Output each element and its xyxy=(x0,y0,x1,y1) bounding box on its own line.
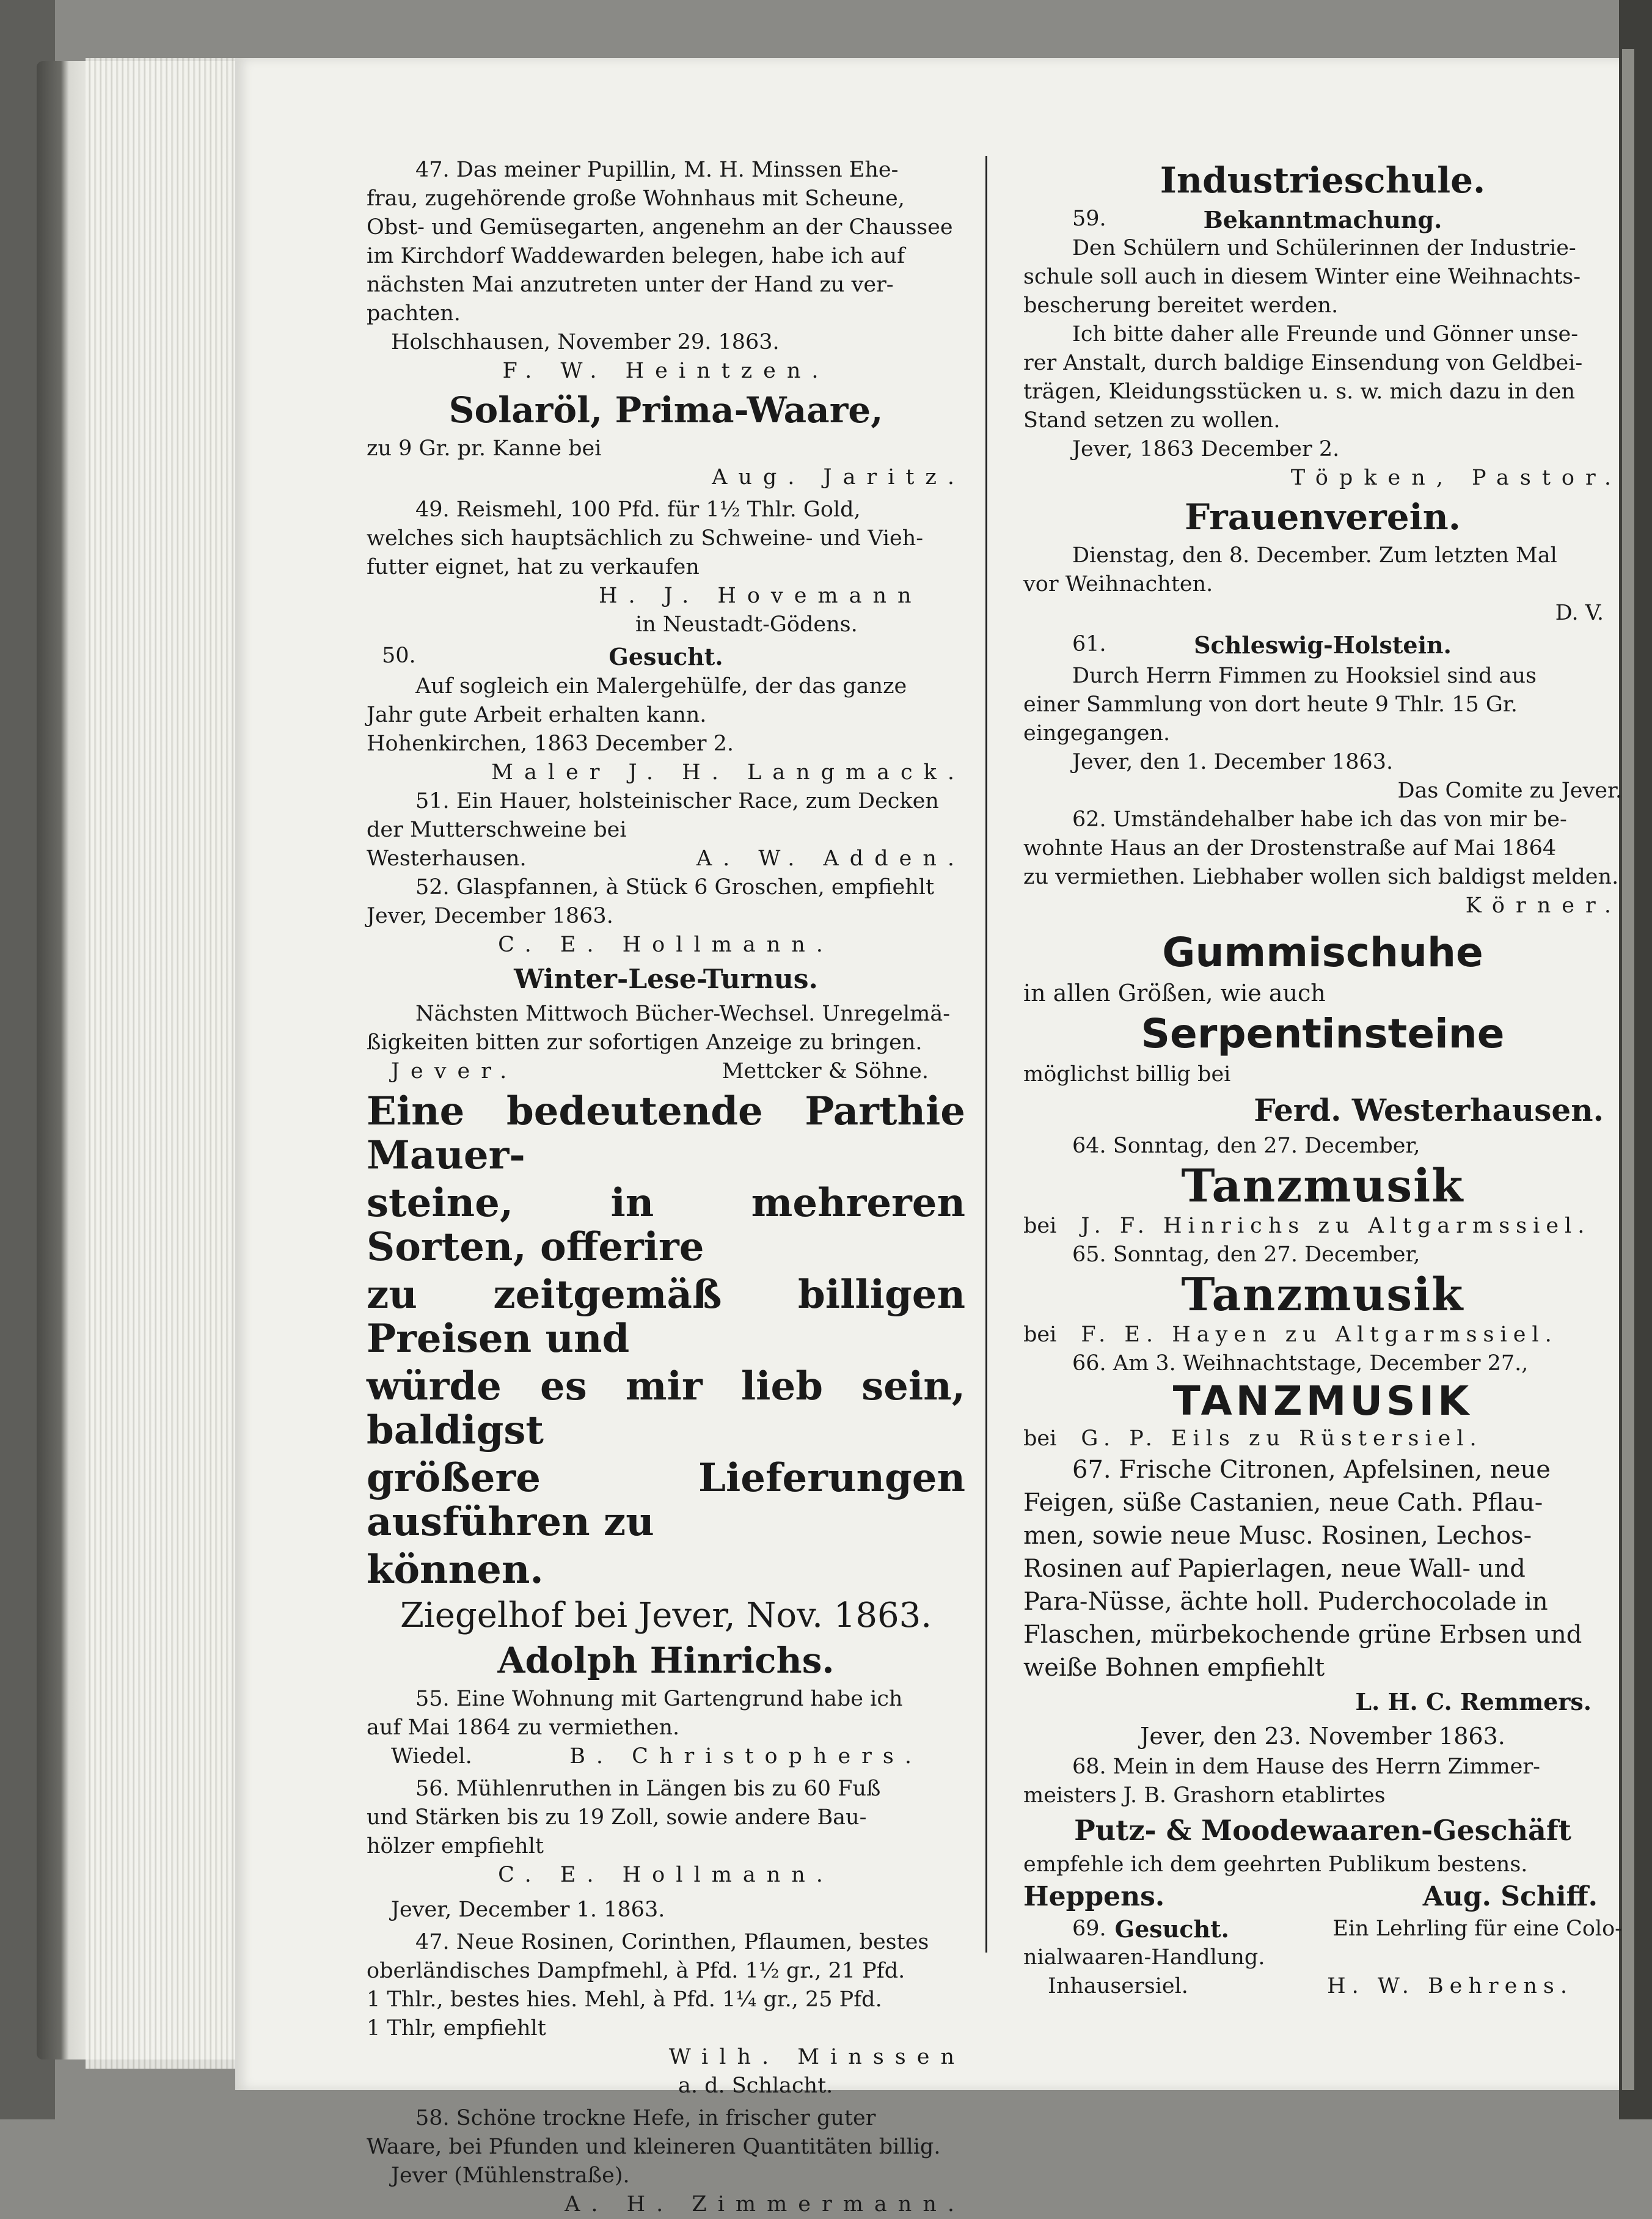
ad-mauersteine xyxy=(367,1090,965,1682)
ad-subheadline: Bekanntmachung. xyxy=(1203,206,1442,233)
ad-signer: G. P. Eils zu Rüstersiel. xyxy=(1081,1426,1483,1451)
ad-62-haus xyxy=(1023,805,1622,920)
ad-text-line: rer Anstalt, durch baldige Einsendung von Geldbei- xyxy=(1023,351,1583,375)
ad-place-date: Holschhausen, November 29. 1863. xyxy=(391,330,780,354)
ad-text-line: trägen, Kleidungsstücken u. s. w. mich dazu in den xyxy=(1023,380,1576,404)
ad-text-line: hölzer empfiehlt xyxy=(367,1834,544,1858)
ad-text-line: nialwaaren-Handlung. xyxy=(1023,1945,1265,1970)
ad-signer: B. Christophers. xyxy=(569,1744,923,1769)
ad-text-line: 56. Mühlenruthen in Längen bis zu 60 Fuß xyxy=(415,1777,881,1801)
ad-55-wohnung xyxy=(367,1685,965,1771)
ad-text-line: Para-Nüsse, ächte holl. Puderchocolade in xyxy=(1023,1588,1548,1616)
ad-text-line: meisters J. B. Grashorn etablirtes xyxy=(1023,1783,1386,1808)
ad-text-line: Rosinen auf Papierlagen, neue Wall- und xyxy=(1023,1555,1526,1583)
ad-52-glaspfannen xyxy=(367,873,965,959)
ad-headline: TANZMUSIK xyxy=(1172,1377,1473,1425)
ad-text-line: empfehle ich dem geehrten Publikum bestens. xyxy=(1023,1852,1528,1877)
ad-text-line: 49. Reismehl, 100 Pfd. für 1½ Thlr. Gold, xyxy=(415,497,861,522)
ad-winter-lese-turnus xyxy=(367,962,965,1086)
ad-headline: Solaröl, Prima-Waare, xyxy=(448,389,883,431)
ad-text-line: vor Weihnachten. xyxy=(1023,572,1213,596)
ad-text-line: Durch Herrn Fimmen zu Hooksiel sind aus xyxy=(1072,664,1537,688)
ad-display-line: steine, in mehreren Sorten, offerire xyxy=(367,1180,965,1270)
ad-text-line: nächsten Mai anzutreten unter der Hand zu ver- xyxy=(367,273,894,297)
ad-signer: A. W. Adden. xyxy=(696,846,965,871)
ad-text-line: Ein Lehrling für eine Colo- xyxy=(1332,1916,1622,1941)
ad-text-line: 62. Umständehalber habe ich das von mir be- xyxy=(1072,807,1567,832)
ad-signer: A. H. Zimmermann. xyxy=(565,2192,965,2217)
ad-display-line: Eine bedeutende Parthie Mauer- xyxy=(367,1088,965,1178)
ad-number: 50. xyxy=(382,644,416,668)
ad-signer: Das Comite zu Jever. xyxy=(1397,779,1622,803)
ad-text-line: im Kirchdorf Waddewarden belegen, habe ich auf xyxy=(367,244,905,268)
ad-text-line: pachten. xyxy=(367,301,461,326)
ad-text-line: bescherung bereitet werden. xyxy=(1023,293,1339,318)
page-edge-shadow xyxy=(1622,49,1634,2090)
ad-text-line: zu 9 Gr. pr. Kanne bei xyxy=(367,436,602,461)
ad-text-line: 55. Eine Wohnung mit Gartengrund habe ich xyxy=(415,1687,903,1711)
ad-headline: Tanzmusik xyxy=(1181,1269,1464,1321)
ad-display-line: größere Lieferungen ausführen zu xyxy=(367,1455,965,1545)
ad-headline: Gesucht. xyxy=(609,643,723,670)
ad-49-reismehl xyxy=(367,496,965,639)
ad-text-line: ßigkeiten bitten zur sofortigen Anzeige zu bringen. xyxy=(367,1030,923,1055)
ad-47-rosinen xyxy=(367,1928,965,2100)
ad-text-line: 58. Schöne trockne Hefe, in frischer guter xyxy=(415,2106,876,2130)
ad-place-date: Jever, den 23. November 1863. xyxy=(1140,1723,1505,1750)
ad-display-line: können. xyxy=(367,1547,544,1593)
ad-text-line: auf Mai 1864 zu vermiethen. xyxy=(367,1715,680,1740)
ad-text-line: frau, zugehörende große Wohnhaus mit Scheune, xyxy=(367,186,905,211)
ad-signer-location: a. d. Schlacht. xyxy=(678,2074,833,2098)
ad-headline: Frauenverein. xyxy=(1185,496,1461,538)
ad-text-line: und Stärken bis zu 19 Zoll, sowie andere Bau- xyxy=(367,1805,867,1830)
ad-place-date: Hohenkirchen, 1863 December 2. xyxy=(367,732,734,756)
ad-signer: D. V. xyxy=(1555,601,1604,625)
ad-text-bei: bei xyxy=(1023,1426,1057,1451)
ad-signer: Mettcker & Söhne. xyxy=(722,1059,929,1084)
ad-58-hefe xyxy=(367,2104,965,2219)
ad-text-line: oberländisches Dampfmehl, à Pfd. 1½ gr., 21 Pfd. xyxy=(367,1959,905,1983)
ad-place-date: Jever, December 1863. xyxy=(367,904,613,928)
ad-headline: Putz- & Moodewaaren-Geschäft xyxy=(1074,1814,1571,1847)
ad-frauenverein xyxy=(1023,495,1622,628)
ad-place-date: Jever, 1863 December 2. xyxy=(1072,437,1340,461)
ad-signer-location: in Neustadt-Gödens. xyxy=(635,612,858,637)
ad-text-line: welches sich hauptsächlich zu Schweine- und Vieh- xyxy=(367,526,924,551)
ad-text-line: weiße Bohnen empfiehlt xyxy=(1023,1654,1325,1682)
ad-56-muehlenruthen xyxy=(367,1775,965,1924)
left-column xyxy=(367,156,965,2219)
ad-headline: Serpentinsteine xyxy=(1141,1010,1505,1057)
ad-text-line: futter eignet, hat zu verkaufen xyxy=(367,555,700,579)
ad-signer: Ferd. Westerhausen. xyxy=(1254,1092,1604,1128)
ad-47-house xyxy=(367,156,965,386)
ad-64-tanzmusik xyxy=(1023,1132,1622,1241)
ad-51-hauer xyxy=(367,787,965,873)
ad-place-date: Jever. xyxy=(391,1059,518,1084)
ad-text-bei: bei xyxy=(1023,1214,1057,1238)
page-edges xyxy=(86,58,244,2069)
ad-text-line: 47. Das meiner Pupillin, M. H. Minssen Ehe- xyxy=(415,158,899,182)
ad-text-line: in allen Größen, wie auch xyxy=(1023,980,1326,1007)
ad-headline: Gummischuhe xyxy=(1162,929,1483,976)
ad-text-line: 1 Thlr., bestes hies. Mehl, à Pfd. 1¼ gr., 25 Pfd. xyxy=(367,1987,882,2012)
ad-text-line: 65. Sonntag, den 27. December, xyxy=(1072,1242,1420,1267)
ad-67-citronen xyxy=(1023,1453,1622,1753)
ad-text-line: einer Sammlung von dort heute 9 Thlr. 15 Gr. xyxy=(1023,692,1518,717)
ad-text-line: möglichst billig bei xyxy=(1023,1062,1231,1087)
ad-headline: Gesucht. xyxy=(1114,1915,1229,1943)
ad-69-lehrling xyxy=(1023,1915,1622,2001)
column-divider xyxy=(985,156,987,1953)
ad-signer: Körner. xyxy=(1465,893,1622,918)
right-column xyxy=(1023,156,1622,2001)
ad-text-line: 67. Frische Citronen, Apfelsinen, neue xyxy=(1072,1456,1551,1484)
ad-place-date: Jever (Mühlenstraße). xyxy=(391,2163,630,2188)
ad-text-line: Feigen, süße Castanien, neue Cath. Pflau- xyxy=(1023,1489,1543,1517)
ad-signer: Aug. Schiff. xyxy=(1422,1881,1598,1912)
ad-headline: Schleswig-Holstein. xyxy=(1194,631,1452,659)
ad-text-line: 66. Am 3. Weihnachtstage, December 27., xyxy=(1072,1351,1529,1376)
ad-gummischuhe xyxy=(1023,929,1622,1129)
ad-number: 61. xyxy=(1072,632,1106,656)
ad-66-tanzmusik xyxy=(1023,1349,1622,1453)
ad-headline: Tanzmusik xyxy=(1181,1160,1464,1212)
ad-text-line: Jahr gute Arbeit erhalten kann. xyxy=(367,703,707,727)
ad-text-line: der Mutterschweine bei xyxy=(367,818,627,842)
ad-text-line: Auf sogleich ein Malergehülfe, der das ganze xyxy=(415,674,907,699)
ad-signer: Töpken, Pastor. xyxy=(1290,466,1622,490)
ad-signer: C. E. Hollmann. xyxy=(498,933,834,957)
ad-number: 69. xyxy=(1072,1916,1106,1941)
ad-text-line: Waare, bei Pfunden und kleineren Quantitäten billig. xyxy=(367,2135,941,2159)
ad-display-line: zu zeitgemäß billigen Preisen und xyxy=(367,1272,965,1362)
ad-68-putz xyxy=(1023,1753,1622,1915)
ad-place-date: Jever, December 1. 1863. xyxy=(391,1898,665,1922)
ad-signer: L. H. C. Remmers. xyxy=(1355,1688,1592,1715)
ad-signer: J. F. Hinrichs zu Altgarmssiel. xyxy=(1081,1214,1591,1238)
ad-place-date: Ziegelhof bei Jever, Nov. 1863. xyxy=(400,1596,932,1635)
ad-text-line: 52. Glaspfannen, à Stück 6 Groschen, empfiehlt xyxy=(415,875,935,900)
ad-display-line: würde es mir lieb sein, baldigst xyxy=(367,1363,965,1453)
ad-place-date: Wiedel. xyxy=(391,1744,472,1769)
ad-place-date: Jever, den 1. December 1863. xyxy=(1072,750,1394,774)
ad-text-line: 47. Neue Rosinen, Corinthen, Pflaumen, bestes xyxy=(415,1930,929,1954)
ad-headline: Industrieschule. xyxy=(1160,160,1486,201)
ad-text-line: Den Schülern und Schülerinnen der Industrie- xyxy=(1072,236,1576,260)
ad-signer: Wilh. Minssen xyxy=(668,2045,965,2069)
ad-text-line: 64. Sonntag, den 27. December, xyxy=(1072,1134,1420,1158)
ad-text-line: Nächsten Mittwoch Bücher-Wechsel. Unregelmä- xyxy=(415,1002,951,1026)
ad-50-gesucht xyxy=(367,642,965,787)
ad-signer: H. J. Hovemann xyxy=(599,584,923,608)
ad-text-line: Obst- und Gemüsegarten, angenehm an der Chaussee xyxy=(367,215,953,240)
ad-text-line: Flaschen, mürbekochende grüne Erbsen und xyxy=(1023,1621,1582,1649)
ad-text-line: schule soll auch in diesem Winter eine Weihnachts- xyxy=(1023,265,1581,289)
ad-solaroel xyxy=(367,388,965,492)
ad-text-line: Stand setzen zu wollen. xyxy=(1023,408,1281,433)
ad-text-line: 68. Mein in dem Hause des Herrn Zimmer- xyxy=(1072,1755,1540,1779)
ad-signer: Adolph Hinrichs. xyxy=(497,1640,835,1681)
ad-place-date: Inhausersiel. xyxy=(1048,1974,1188,1998)
ad-place-date: Westerhausen. xyxy=(367,846,527,871)
ad-text-line: wohnte Haus an der Drostenstraße auf Mai 1864 xyxy=(1023,836,1557,860)
ad-text-line: Dienstag, den 8. December. Zum letzten Mal xyxy=(1072,543,1557,568)
ad-text-bei: bei xyxy=(1023,1322,1057,1347)
ad-signer: Aug. Jaritz. xyxy=(712,465,965,490)
ad-headline: Winter-Lese-Turnus. xyxy=(514,964,818,995)
ad-signer: F. E. Hayen zu Altgarmssiel. xyxy=(1081,1322,1558,1347)
ad-signer: Maler J. H. Langmack. xyxy=(491,760,965,785)
ad-text-line: eingegangen. xyxy=(1023,721,1171,746)
ad-signer: H. W. Behrens. xyxy=(1327,1974,1573,1998)
ad-signer: F. W. Heintzen. xyxy=(502,359,830,383)
ad-number: 59. xyxy=(1072,207,1106,231)
ad-signer: C. E. Hollmann. xyxy=(498,1863,834,1887)
ad-place-date: Heppens. xyxy=(1023,1881,1165,1912)
ad-text-line: Ich bitte daher alle Freunde und Gönner unse- xyxy=(1072,322,1579,347)
ad-text-line: men, sowie neue Musc. Rosinen, Lechos- xyxy=(1023,1522,1532,1550)
ad-text-line: 51. Ein Hauer, holsteinischer Race, zum Decken xyxy=(415,789,939,813)
ad-text-line: 1 Thlr, empfiehlt xyxy=(367,2016,546,2041)
ad-61-schleswig-holstein xyxy=(1023,630,1622,805)
ad-industrieschule xyxy=(1023,158,1622,493)
ad-65-tanzmusik xyxy=(1023,1241,1622,1349)
ad-text-line: zu vermiethen. Liebhaber wollen sich baldigst melden. xyxy=(1023,865,1619,889)
